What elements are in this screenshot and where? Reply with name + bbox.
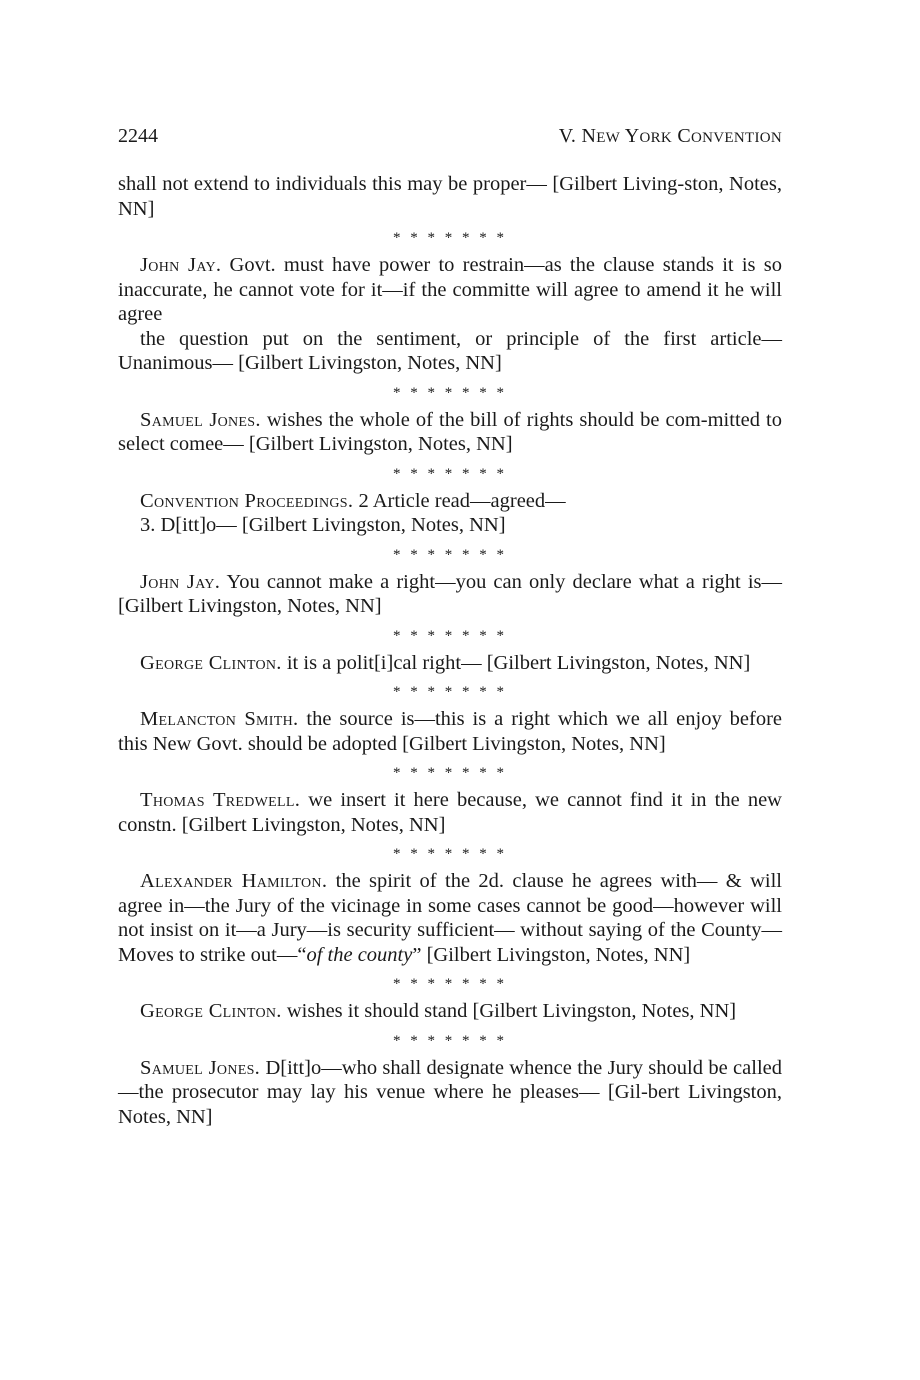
entry-george-clinton-2: George Clinton. wishes it should stand [Gilbert Livingston, Notes, NN] [140, 1000, 737, 1022]
section-separator: * * * * * * * [393, 627, 507, 644]
section-separator: * * * * * * * [393, 846, 507, 862]
entry-john-jay-2: John Jay. You cannot make a right—you can only declare what a right is— [Gilbert Livingston, Notes, NN] [118, 570, 782, 617]
section-separator: * * * * * * * [393, 976, 507, 992]
page-number: 2244 [118, 125, 158, 147]
speaker-name: Samuel Jones. [140, 408, 261, 431]
entry-john-jay-1-continuation: the question put on the sentiment, or principle of the first article— Unanimous— [Gilbert Livingston, Notes, NN] [118, 327, 782, 374]
speaker-name: Thomas Tredwell. [140, 789, 301, 811]
entry-samuel-jones-2: Samuel Jones. D[itt]o—who shall designate whence the Jury should be called—the prosecutor may lay his venue where he pleases— [Gil-bert Livingston, Notes, NN] [118, 1056, 782, 1128]
document-body [118, 172, 782, 1129]
section-separator: * * * * * * * [393, 765, 507, 781]
speaker-name: Alexander Hamilton. [140, 870, 328, 892]
entry-samuel-jones-1: Samuel Jones. wishes the whole of the bill of rights should be com-mitted to select comee— [Gilbert Livingston, Notes, NN] [118, 408, 782, 455]
speaker-name: Convention Proceedings. [140, 489, 354, 512]
section-separator: * * * * * * * [393, 1032, 507, 1049]
entry-convention-proceedings: Convention Proceedings. 2 Article read—agreed— [140, 489, 566, 512]
page-header [118, 122, 782, 152]
speaker-name: John Jay. [140, 570, 221, 593]
section-separator: * * * * * * * [393, 465, 507, 482]
section-separator: * * * * * * * [393, 546, 507, 563]
entry-john-jay-1: John Jay. Govt. must have power to restrain—as the clause stands it is so inaccurate, he cannot vote for it—if the committe will agree to amend it he will agree [118, 254, 782, 325]
entry-melancton-smith: Melancton Smith. the source is—this is a right which we all enjoy before this New Govt. should be adopted [Gilbert Livingston, Notes, NN] [118, 708, 782, 755]
speaker-name: Samuel Jones. [140, 1056, 261, 1079]
speaker-name: Melancton Smith. [140, 708, 299, 730]
paragraph-continuation: shall not extend to individuals this may be proper— [Gilbert Living-ston, Notes, NN] [118, 173, 782, 220]
speaker-name: John Jay. [140, 254, 222, 276]
speaker-name: George Clinton. [140, 651, 282, 674]
running-head: V. NEW YORK CONVENTION [558, 125, 782, 147]
entry-thomas-tredwell: Thomas Tredwell. we insert it here because, we cannot find it in the new constn. [Gilbert Livingston, Notes, NN] [118, 789, 782, 836]
section-separator: * * * * * * * [393, 684, 507, 700]
entry-convention-proceedings-continuation: 3. D[itt]o— [Gilbert Livingston, Notes, NN] [140, 514, 506, 536]
entry-george-clinton-1: George Clinton. it is a polit[i]cal right— [Gilbert Livingston, Notes, NN] [140, 651, 751, 674]
speaker-name: George Clinton. [140, 1000, 282, 1022]
section-separator: * * * * * * * [393, 384, 507, 401]
section-separator: * * * * * * * [393, 230, 507, 246]
entry-alexander-hamilton: Alexander Hamilton. the spirit of the 2d. clause he agrees with— & will agree in—the Jury of the vicinage in some cases cannot be good—however will not insist on it—a Jury—is security sufficient— without saying of the County—Moves to strike out—“of the county” [Gilbert Livingston, Notes, NN] [118, 870, 782, 966]
italic-quote: of the county [306, 943, 413, 966]
